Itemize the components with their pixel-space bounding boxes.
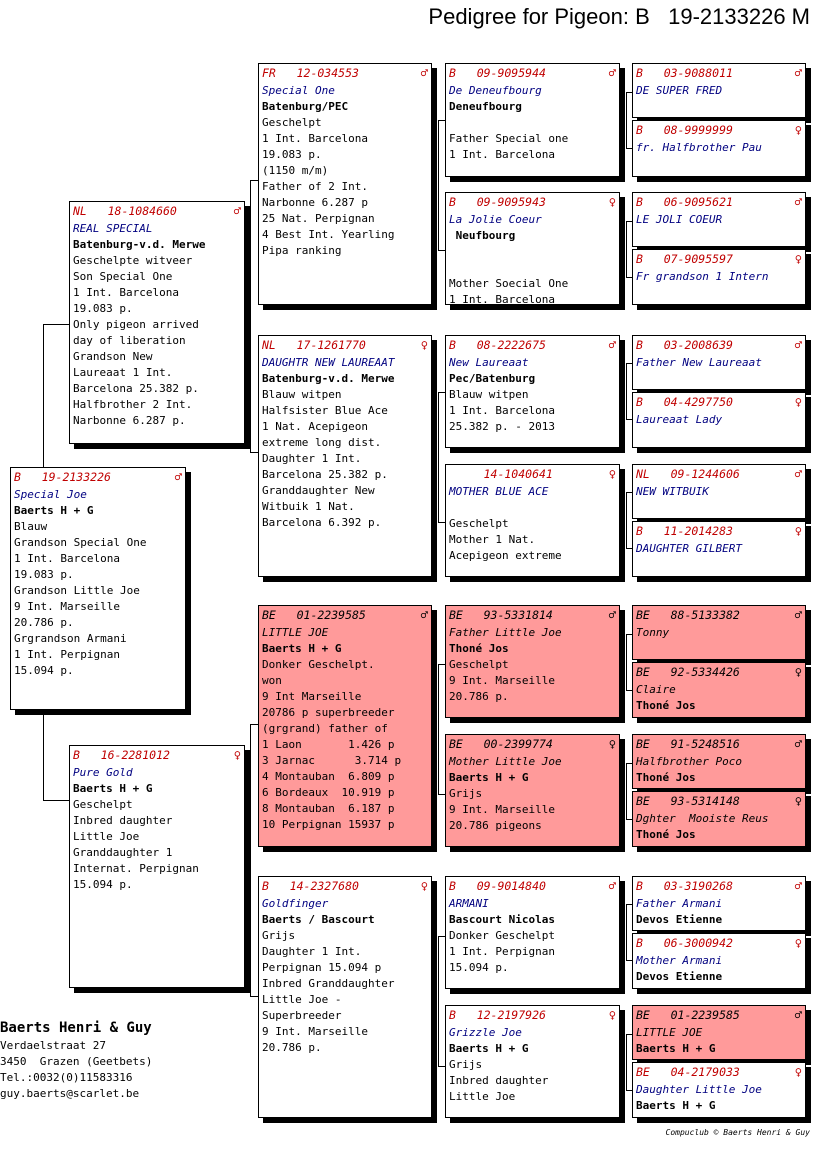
pigeon-card-g4-9[interactable] [632, 605, 806, 660]
info-line [449, 260, 616, 276]
ring-number-header [449, 736, 616, 752]
breeder-line: Neufbourg [449, 229, 516, 242]
ring-number: BE 04-2179033 [636, 1065, 740, 1079]
pigeon-card-g4-1[interactable] [632, 63, 806, 118]
pigeon-name: New Laureaat [449, 356, 529, 369]
pigeon-card-father[interactable] [69, 201, 245, 444]
info-line: 20.786 p. [449, 690, 509, 703]
male-symbol-icon: ♂ [608, 338, 616, 352]
ring-number: 14-1040641 [449, 467, 553, 481]
info-line: 15.094 p. [14, 664, 74, 677]
info-line: 4 Montauban 6.809 p [262, 770, 395, 783]
female-symbol-icon: ♀ [794, 395, 802, 409]
female-symbol-icon: ♀ [794, 524, 802, 538]
breeder-line: Pec/Batenburg [449, 372, 536, 385]
info-line: Perpignan 15.094 p [262, 961, 382, 974]
ring-number: B 16-2281012 [73, 748, 170, 762]
pigeon-name: Dghter Mooiste Reus [636, 812, 769, 825]
info-line: Grgrandson Armani [14, 632, 127, 645]
info-line: 1 Int. Barcelona [449, 404, 555, 417]
female-symbol-icon: ♀ [794, 936, 802, 950]
ring-number: BE 93-5314148 [636, 794, 740, 808]
info-line: extreme long dist. [262, 436, 382, 449]
info-line: 1 Int. Perpignan [449, 945, 555, 958]
info-line: Little Joe [73, 830, 140, 843]
info-line: 25 Nat. Perpignan [262, 212, 375, 225]
ring-number: BE 91-5248516 [636, 737, 740, 751]
info-line: Grijs [262, 929, 296, 942]
pigeon-name: Father Little Joe [449, 626, 562, 639]
info-line: 1 Int. Barcelona [262, 132, 368, 145]
male-symbol-icon: ♂ [420, 608, 428, 622]
pigeon-card-fff[interactable] [445, 63, 620, 177]
pigeon-name: Halfbrother Poco [636, 755, 742, 768]
ring-number: BE 01-2239585 [636, 1008, 740, 1022]
ring-number: B 12-2197926 [449, 1008, 546, 1022]
female-symbol-icon: ♀ [794, 665, 802, 679]
ring-number-header [636, 607, 802, 623]
pigeon-card-g4-7[interactable] [632, 464, 806, 519]
female-symbol-icon: ♀ [608, 467, 616, 481]
pigeon-card-g4-16[interactable] [632, 1062, 806, 1118]
pigeon-name: Pure Gold [73, 766, 133, 779]
ring-number-header [449, 65, 616, 81]
info-line: Pipa ranking [262, 244, 342, 257]
breeder-line: Baerts H + G [449, 771, 529, 784]
info-line: Geschelpte witveer [73, 254, 193, 267]
pigeon-name: Grizzle Joe [449, 1026, 522, 1039]
info-line: 1 Laon 1.426 p [262, 738, 395, 751]
info-line: Inbred Granddaughter [262, 977, 395, 990]
info-line: Daughter 1 Int. [262, 945, 362, 958]
info-line: 20786 p superbreeder [262, 706, 395, 719]
pigeon-name: Mother Little Joe [449, 755, 562, 768]
footer-credit: Compuclub © Baerts Henri & Guy [665, 1128, 810, 1137]
breeder-line: Thoné Jos [636, 828, 696, 841]
info-line: Inbred daughter [449, 1074, 549, 1087]
info-line: Barcelona 25.382 p. [262, 468, 388, 481]
female-symbol-icon: ♀ [794, 252, 802, 266]
pigeon-card-g4-3[interactable] [632, 192, 806, 247]
pigeon-name: NEW WITBUIK [636, 485, 709, 498]
info-line: Father Special one [449, 132, 569, 145]
pigeon-card-father-father[interactable] [258, 63, 432, 305]
breeder-line: Baerts H + G [636, 1099, 716, 1112]
pigeon-card-mfm[interactable] [445, 734, 620, 847]
ring-number: B 03-2008639 [636, 338, 733, 352]
info-line: Inbred daughter [73, 814, 173, 827]
info-line: 9 Int. Marseille [449, 674, 555, 687]
ring-number: B 08-9999999 [636, 123, 733, 137]
ring-number-header [262, 878, 428, 894]
ring-number: BE 93-5331814 [449, 608, 553, 622]
pigeon-card-g4-10[interactable] [632, 662, 806, 718]
ring-number-header [73, 747, 241, 763]
owner-address-line: Verdaelstraat 27 [0, 1039, 106, 1052]
info-line: Grandson New [73, 350, 153, 363]
info-line: won [262, 674, 282, 687]
info-line: Father of 2 Int. [262, 180, 368, 193]
breeder-line: Baerts H + G [73, 782, 153, 795]
ring-number-header [449, 607, 616, 623]
info-line: Son Special One [73, 270, 173, 283]
male-symbol-icon: ♂ [794, 608, 802, 622]
female-symbol-icon: ♀ [420, 338, 428, 352]
ring-number-header [449, 1007, 616, 1023]
info-line: 20.786 p. [262, 1041, 322, 1054]
ring-number-header [636, 523, 802, 539]
male-symbol-icon: ♂ [794, 1008, 802, 1022]
info-line: day of liberation [73, 334, 186, 347]
male-symbol-icon: ♂ [233, 204, 241, 218]
info-line: Blauw witpen [449, 388, 529, 401]
ring-number-header [636, 664, 802, 680]
ring-number-header [449, 466, 616, 482]
ring-number: B 09-9014840 [449, 879, 546, 893]
info-line: Granddaughter 1 [73, 846, 173, 859]
info-line: 4 Best Int. Yearling [262, 228, 395, 241]
female-symbol-icon: ♀ [608, 1008, 616, 1022]
pigeon-name: Father New Laureaat [636, 356, 762, 369]
breeder-line [449, 500, 616, 516]
info-line: 9 Int. Marseille [449, 803, 555, 816]
owner-block [0, 1018, 152, 1102]
pigeon-card-fmf[interactable] [445, 335, 620, 448]
pigeon-card-fmm[interactable] [445, 464, 620, 577]
info-line: 9 Int Marseille [262, 690, 362, 703]
info-line: 1 Int. Barcelona [14, 552, 120, 565]
info-line: Little Joe - [262, 993, 342, 1006]
info-line: 15.094 p. [449, 961, 509, 974]
info-line: Daughter 1 Int. [262, 452, 362, 465]
ring-number: B 06-3000942 [636, 936, 733, 950]
ring-number-header [14, 469, 182, 485]
breeder-line: Baerts H + G [636, 1042, 716, 1055]
ring-number-header [636, 337, 802, 353]
pigeon-card-g4-4[interactable] [632, 249, 806, 305]
breeder-line: Baerts H + G [449, 1042, 529, 1055]
pigeon-name: Fr grandson 1 Intern [636, 270, 769, 283]
pigeon-name: LE JOLI COEUR [636, 213, 723, 226]
ring-number: FR 12-034553 [262, 66, 359, 80]
ring-number: B 09-9095943 [449, 195, 546, 209]
info-line: Grandson Special One [14, 536, 147, 549]
male-symbol-icon: ♂ [608, 608, 616, 622]
info-line: Barcelona 6.392 p. [262, 516, 382, 529]
pigeon-card-g4-2[interactable] [632, 120, 806, 177]
info-line: Blauw witpen [262, 388, 342, 401]
info-line: 3 Jarnac 3.714 p [262, 754, 402, 767]
info-line: 9 Int. Marseille [262, 1025, 368, 1038]
info-line [449, 244, 616, 260]
owner-email[interactable]: guy.baerts@scarlet.be [0, 1087, 140, 1100]
breeder-line: Devos Etienne [636, 970, 723, 983]
ring-number: BE 01-2239585 [262, 608, 366, 622]
pigeon-name: Claire [636, 683, 676, 696]
breeder-line: Thoné Jos [636, 699, 696, 712]
pigeon-name: Special Joe [14, 488, 87, 501]
pigeon-name: Daughter Little Joe [636, 1083, 762, 1096]
ring-number-header [449, 194, 616, 210]
ring-number-header [636, 251, 802, 267]
info-line: Mother Soecial One [449, 277, 569, 290]
owner-address-line: 3450 Grazen (Geetbets) [0, 1055, 153, 1068]
male-symbol-icon: ♂ [608, 66, 616, 80]
info-line: 1 Int. Perpignan [14, 648, 120, 661]
info-line: 20.786 pigeons [449, 819, 542, 832]
ring-number-header [262, 65, 428, 81]
info-line: Blauw [14, 520, 48, 533]
owner-phone: Tel.:0032(0)11583316 [0, 1071, 133, 1084]
male-symbol-icon: ♂ [174, 470, 182, 484]
ring-number: B 11-2014283 [636, 524, 733, 538]
ring-number: NL 09-1244606 [636, 467, 740, 481]
female-symbol-icon: ♀ [233, 748, 241, 762]
ring-number: B 06-9095621 [636, 195, 733, 209]
pigeon-card-g4-6[interactable] [632, 392, 806, 448]
pigeon-card-ffm[interactable] [445, 192, 620, 305]
info-line: Geschelpt [449, 658, 509, 671]
info-line: (1150 m/m) [262, 164, 329, 177]
pigeon-card-g4-13[interactable] [632, 876, 806, 931]
pigeon-card-mmf[interactable] [445, 876, 620, 989]
ring-number-header [636, 1007, 802, 1023]
male-symbol-icon: ♂ [794, 338, 802, 352]
ring-number: B 09-9095944 [449, 66, 546, 80]
ring-number: BE 88-5133382 [636, 608, 740, 622]
ring-number-header [262, 337, 428, 353]
info-line: Grijs [449, 787, 483, 800]
pigeon-name: DAUGHTER GILBERT [636, 542, 742, 555]
pigeon-name: DE SUPER FRED [636, 84, 723, 97]
owner-name: Baerts Henri & Guy [0, 1020, 152, 1036]
male-symbol-icon: ♂ [794, 879, 802, 893]
breeder-line: Thoné Jos [636, 771, 696, 784]
pigeon-card-father-mother[interactable] [258, 335, 432, 577]
info-line [449, 115, 616, 131]
pigeon-card-g4-8[interactable] [632, 521, 806, 577]
ring-number-header [636, 878, 802, 894]
pigeon-name: REAL SPECIAL [73, 222, 153, 235]
ring-number-header [636, 793, 802, 809]
pigeon-name: fr. Halfbrother Pau [636, 141, 762, 154]
pigeon-name: De Deneufbourg [449, 84, 542, 97]
ring-number: BE 00-2399774 [449, 737, 553, 751]
ring-number: B 04-4297750 [636, 395, 733, 409]
male-symbol-icon: ♂ [794, 737, 802, 751]
male-symbol-icon: ♂ [794, 66, 802, 80]
info-line: 20.786 p. [14, 616, 74, 629]
ring-number-header [449, 878, 616, 894]
male-symbol-icon: ♂ [420, 66, 428, 80]
info-line: Little Joe [449, 1090, 516, 1103]
pigeon-card-g4-5[interactable] [632, 335, 806, 390]
ring-number: B 03-9088011 [636, 66, 733, 80]
pigeon-name: Mother Armani [636, 954, 723, 967]
breeder-line: Devos Etienne [636, 913, 723, 926]
info-line: Halfsister Blue Ace [262, 404, 388, 417]
info-line: 1 Nat. Acepigeon [262, 420, 368, 433]
info-line: Internat. Perpignan [73, 862, 199, 875]
pigeon-card-g4-11[interactable] [632, 734, 806, 789]
ring-number-header [262, 607, 428, 623]
ring-number-header [636, 736, 802, 752]
ring-number-header [449, 337, 616, 353]
info-line: 9 Int. Marseille [14, 600, 120, 613]
ring-number: B 19-2133226 [14, 470, 111, 484]
info-line: 1 Int. Barcelona [449, 148, 555, 161]
female-symbol-icon: ♀ [794, 123, 802, 137]
pigeon-name: Goldfinger [262, 897, 329, 910]
info-line: 19.083 p. [14, 568, 74, 581]
breeder-line: Deneufbourg [449, 100, 522, 113]
breeder-line: Baerts H + G [262, 642, 342, 655]
ring-number: NL 17-1261770 [262, 338, 366, 352]
pigeon-card-mother-mother[interactable] [258, 876, 432, 1118]
info-line: 15.094 p. [73, 878, 133, 891]
info-line: 25.382 p. - 2013 [449, 420, 555, 433]
breeder-line: Baerts H + G [14, 504, 94, 517]
info-line: Grijs [449, 1058, 483, 1071]
breeder-line: Batenburg-v.d. Merwe [262, 372, 395, 385]
info-line: Mother 1 Nat. [449, 533, 536, 546]
male-symbol-icon: ♂ [608, 879, 616, 893]
info-line: 19.083 p. [73, 302, 133, 315]
male-symbol-icon: ♂ [794, 195, 802, 209]
pigeon-card-g4-15[interactable] [632, 1005, 806, 1060]
info-line: Donker Geschelpt [449, 929, 555, 942]
info-line: 10 Perpignan 15937 p [262, 818, 395, 831]
info-line: Narbonne 6.287 p [262, 196, 368, 209]
female-symbol-icon: ♀ [420, 879, 428, 893]
pigeon-name: DAUGHTR NEW LAUREAAT [262, 356, 395, 369]
info-line: Granddaughter New [262, 484, 375, 497]
pigeon-card-mother-father[interactable] [258, 605, 432, 847]
pigeon-name: MOTHER BLUE ACE [449, 485, 549, 498]
page-title: Pedigree for Pigeon: B 19-2133226 M [428, 4, 810, 29]
info-line: Geschelpt [262, 116, 322, 129]
ring-number: B 14-2327680 [262, 879, 359, 893]
ring-number-header [73, 203, 241, 219]
female-symbol-icon: ♀ [608, 195, 616, 209]
ring-number: BE 92-5334426 [636, 665, 740, 679]
info-line: Geschelpt [73, 798, 133, 811]
breeder-line: Thoné Jos [449, 642, 509, 655]
ring-number: B 07-9095597 [636, 252, 733, 266]
breeder-line: Batenburg/PEC [262, 100, 349, 113]
info-line: Superbreeder [262, 1009, 342, 1022]
info-line: 8 Montauban 6.187 p [262, 802, 395, 815]
ring-number-header [636, 122, 802, 138]
ring-number: NL 18-1084660 [73, 204, 177, 218]
ring-number-header [636, 194, 802, 210]
info-line: (grgrand) father of [262, 722, 388, 735]
pigeon-name: LITTLE JOE [262, 626, 329, 639]
breeder-line: Bascourt Nicolas [449, 913, 555, 926]
ring-number-header [636, 935, 802, 951]
pigeon-name: LITTLE JOE [636, 1026, 703, 1039]
ring-number-header [636, 466, 802, 482]
info-line: Narbonne 6.287 p. [73, 414, 186, 427]
info-line: Halfbrother 2 Int. [73, 398, 193, 411]
info-line: 19.083 p. [262, 148, 322, 161]
pigeon-name: Special One [262, 84, 335, 97]
male-symbol-icon: ♂ [794, 467, 802, 481]
info-line: Acepigeon extreme [449, 549, 562, 562]
info-line: Barcelona 25.382 p. [73, 382, 199, 395]
info-line: Donker Geschelpt. [262, 658, 375, 671]
pigeon-name: Father Armani [636, 897, 723, 910]
pigeon-card-mff[interactable] [445, 605, 620, 718]
pigeon-card-subject[interactable] [10, 467, 186, 710]
ring-number: B 08-2222675 [449, 338, 546, 352]
ring-number-header [636, 394, 802, 410]
info-line: Witbuik 1 Nat. [262, 500, 355, 513]
info-line: 1 Int. Barcelona [73, 286, 179, 299]
female-symbol-icon: ♀ [608, 737, 616, 751]
info-line: Only pigeon arrived [73, 318, 199, 331]
ring-number: B 03-3190268 [636, 879, 733, 893]
info-line: 1 Int. Barcelona [449, 293, 555, 305]
ring-number-header [636, 65, 802, 81]
female-symbol-icon: ♀ [794, 1065, 802, 1079]
breeder-line: Batenburg-v.d. Merwe [73, 238, 206, 251]
female-symbol-icon: ♀ [794, 794, 802, 808]
pigeon-card-mother[interactable] [69, 745, 245, 988]
pigeon-card-g4-14[interactable] [632, 933, 806, 989]
info-line: 6 Bordeaux 10.919 p [262, 786, 395, 799]
pigeon-name: Laureaat Lady [636, 413, 723, 426]
pigeon-name: La Jolie Coeur [449, 213, 542, 226]
info-line: Grandson Little Joe [14, 584, 140, 597]
pigeon-card-mmm[interactable] [445, 1005, 620, 1118]
info-line: Geschelpt [449, 517, 509, 530]
pigeon-card-g4-12[interactable] [632, 791, 806, 847]
info-line: Laureaat 1 Int. [73, 366, 173, 379]
pigeon-name: ARMANI [449, 897, 489, 910]
pigeon-name: Tonny [636, 626, 670, 639]
breeder-line: Baerts / Bascourt [262, 913, 375, 926]
ring-number-header [636, 1064, 802, 1080]
